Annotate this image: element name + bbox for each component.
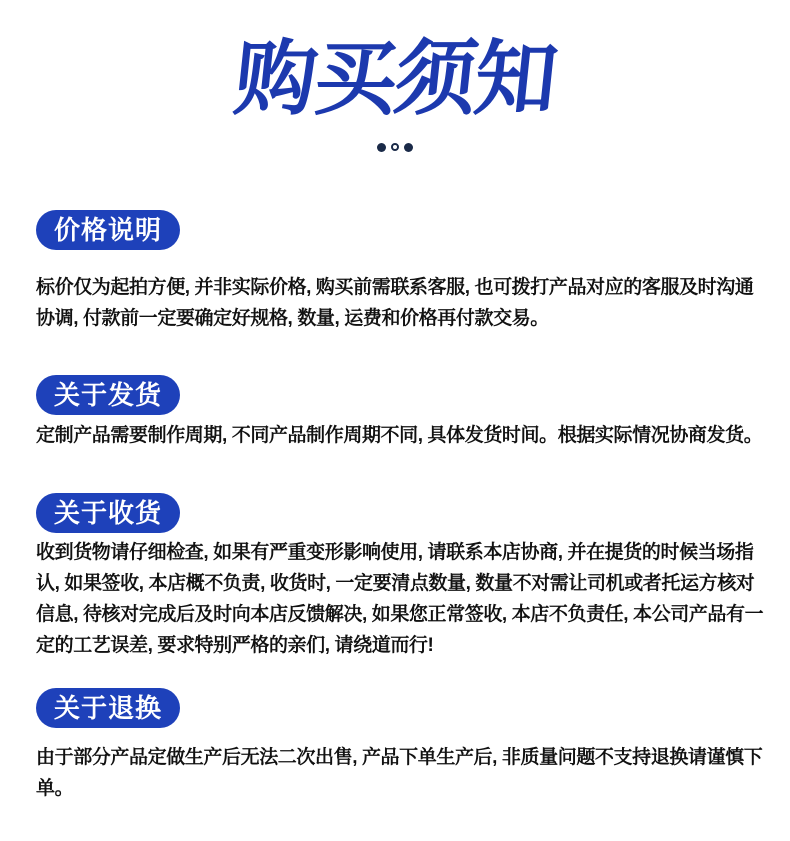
section-price-info: [0, 210, 790, 334]
badge-shipping: 关于发货: [36, 375, 180, 415]
section-returns: [0, 688, 790, 804]
carousel-dot-3: [404, 143, 413, 152]
returns-text: 由于部分产品定做生产后无法二次出售, 产品下单生产后, 非质量问题不支持退换请谨慎下单。: [36, 747, 763, 799]
carousel-dots: [0, 142, 790, 152]
badge-price-info: 价格说明: [36, 210, 180, 250]
section-shipping: [0, 375, 790, 451]
page-title: 购买须知: [230, 34, 560, 125]
badge-receiving: 关于收货: [36, 493, 180, 533]
carousel-dot-2: [391, 143, 399, 151]
receiving-text: 收到货物请仔细检查, 如果有严重变形影响使用, 请联系本店协商, 并在提货的时候当场指认, 如果签收, 本店概不负责, 收货时, 一定要清点数量, 数量不对需让司机或者托运方核对信息, 待核对完成后及时向本店反馈解决, 如果您正常签收, 本店不负责任, 本公司产品有一定的工艺误差, 要求特别严格的亲们, 请绕道而行!: [36, 542, 764, 656]
shipping-text: 定制产品需要制作周期, 不同产品制作周期不同, 具体发货时间。根据实际情况协商发货。: [36, 425, 763, 446]
header: [0, 0, 790, 130]
carousel-dot-1: [377, 143, 386, 152]
badge-returns: 关于退换: [36, 688, 180, 728]
section-receiving: [0, 493, 790, 661]
price-info-text: 标价仅为起拍方便, 并非实际价格, 购买前需联系客服, 也可拨打产品对应的客服及时沟通协调, 付款前一定要确定好规格, 数量, 运费和价格再付款交易。: [36, 277, 754, 329]
